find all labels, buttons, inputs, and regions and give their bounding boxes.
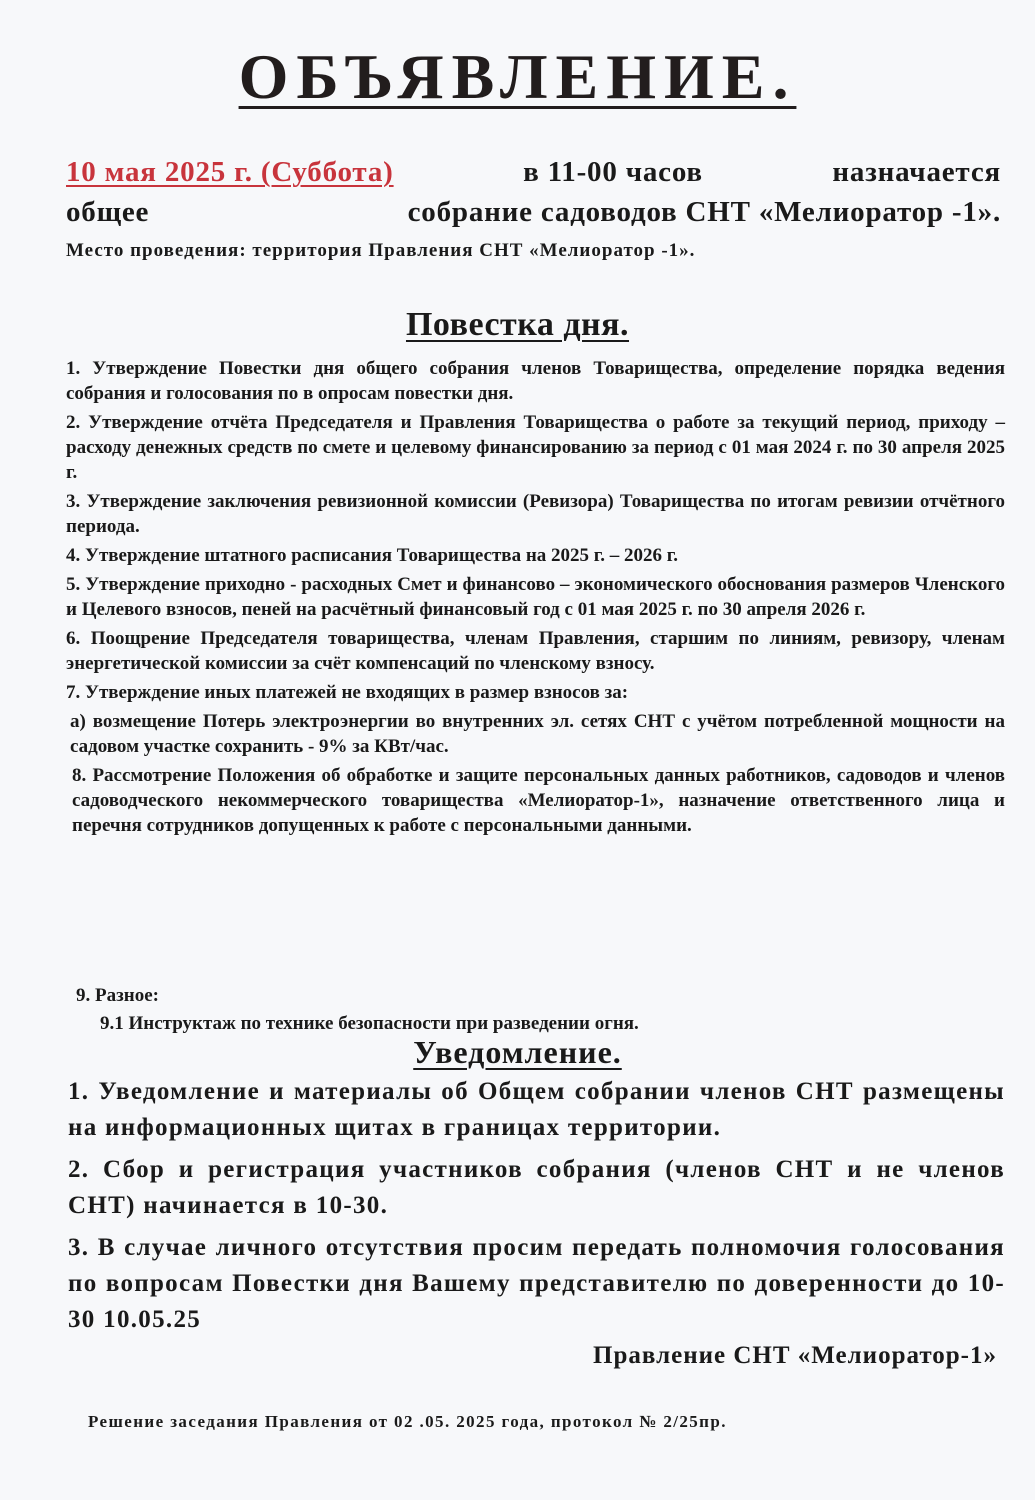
meeting-description: собрание садоводов СНТ «Мелиоратор -1». — [407, 196, 1001, 228]
agenda-misc-title: 9. Разное: — [76, 985, 159, 1006]
agenda-item: 5. Утверждение приходно - расходных Смет и финансово – экономического обоснования размеров Членского и Целевого взносов, пеней на расчётный финансовый год с 01 мая 2025 г. по 30 апреля 2026 г. — [66, 574, 1005, 620]
signature: Правление СНТ «Мелиоратор-1» — [593, 1342, 997, 1369]
page-title: ОБЪЯВЛЕНИЕ. — [238, 41, 797, 112]
agenda-misc — [76, 982, 639, 1038]
meeting-time: в 11-00 часов — [523, 156, 703, 188]
agenda-heading: Повестка дня. — [405, 306, 630, 343]
meeting-date: 10 мая 2025 г. (Суббота) — [66, 156, 394, 188]
agenda-item: 2. Утверждение отчёта Председателя и Правления Товарищества о работе за текущий период, приходу – расходу денежных средств по смете и целевому финансированию за период с 01 мая 2024 г. по 30 апреля 2025 г. — [66, 412, 1005, 483]
agenda-item: 6. Поощрение Председателя товарищества, членам Правления, старшим по линиям, ревизору, членам энергетической комиссии за счёт компенсаций по членскому взносу. — [66, 628, 1005, 674]
notice-list — [68, 1074, 1005, 1344]
notice-item: 2. Сбор и регистрация участников собрания (членов СНТ и не членов СНТ) начинается в 10-30. — [68, 1156, 1005, 1219]
meeting-venue: Место проведения: территория Правления СНТ «Мелиоратор -1». — [66, 240, 696, 261]
agenda-item: 3. Утверждение заключения ревизионной комиссии (Ревизора) Товарищества по итогам ревизии отчётного периода. — [66, 491, 1005, 537]
intro-verb: назначается — [832, 156, 1001, 188]
footer-decision: Решение заседания Правления от 02 .05. 2025 года, протокол № 2/25пр. — [88, 1412, 727, 1431]
agenda-misc-subitem: 9.1 Инструктаж по технике безопасности при разведении огня. — [100, 1013, 639, 1034]
notice-heading: Уведомление. — [413, 1034, 622, 1070]
intro-block — [66, 152, 1001, 232]
agenda-item: 4. Утверждение штатного расписания Товарищества на 2025 г. – 2026 г. — [66, 545, 678, 566]
notice-item: 1. Уведомление и материалы об Общем собрании членов СНТ размещены на информационных щитах в границах территории. — [68, 1078, 1005, 1141]
notice-item: 3. В случае личного отсутствия просим передать полномочия голосования по вопросам Повестки дня Вашему представителю по доверенности до 10-30 10.05.25 — [68, 1234, 1005, 1333]
agenda-subitem: а) возмещение Потерь электроэнергии во внутренних эл. сетях СНТ с учётом потребленной мощности на садовом участке сохранить - 9% за КВт/час. — [70, 711, 1005, 757]
intro-word: общее — [66, 196, 150, 228]
intro-line-1 — [66, 152, 1001, 192]
agenda-item: 1. Утверждение Повестки дня общего собрания членов Товарищества, определение порядка ведения собрания и голосования по в опросам повестки дня. — [66, 358, 1005, 404]
intro-line-2 — [66, 192, 1001, 232]
agenda-item: 7. Утверждение иных платежей не входящих в размер взносов за: — [66, 682, 629, 703]
agenda-list — [66, 356, 1005, 842]
agenda-item: 8. Рассмотрение Положения об обработке и защите персональных данных работников, садоводов и членов садоводческого некоммерческого товарищества «Мелиоратор-1», назначение ответственного лица и перечня сотрудников допущенных к работе с персональными данными. — [72, 765, 1005, 836]
